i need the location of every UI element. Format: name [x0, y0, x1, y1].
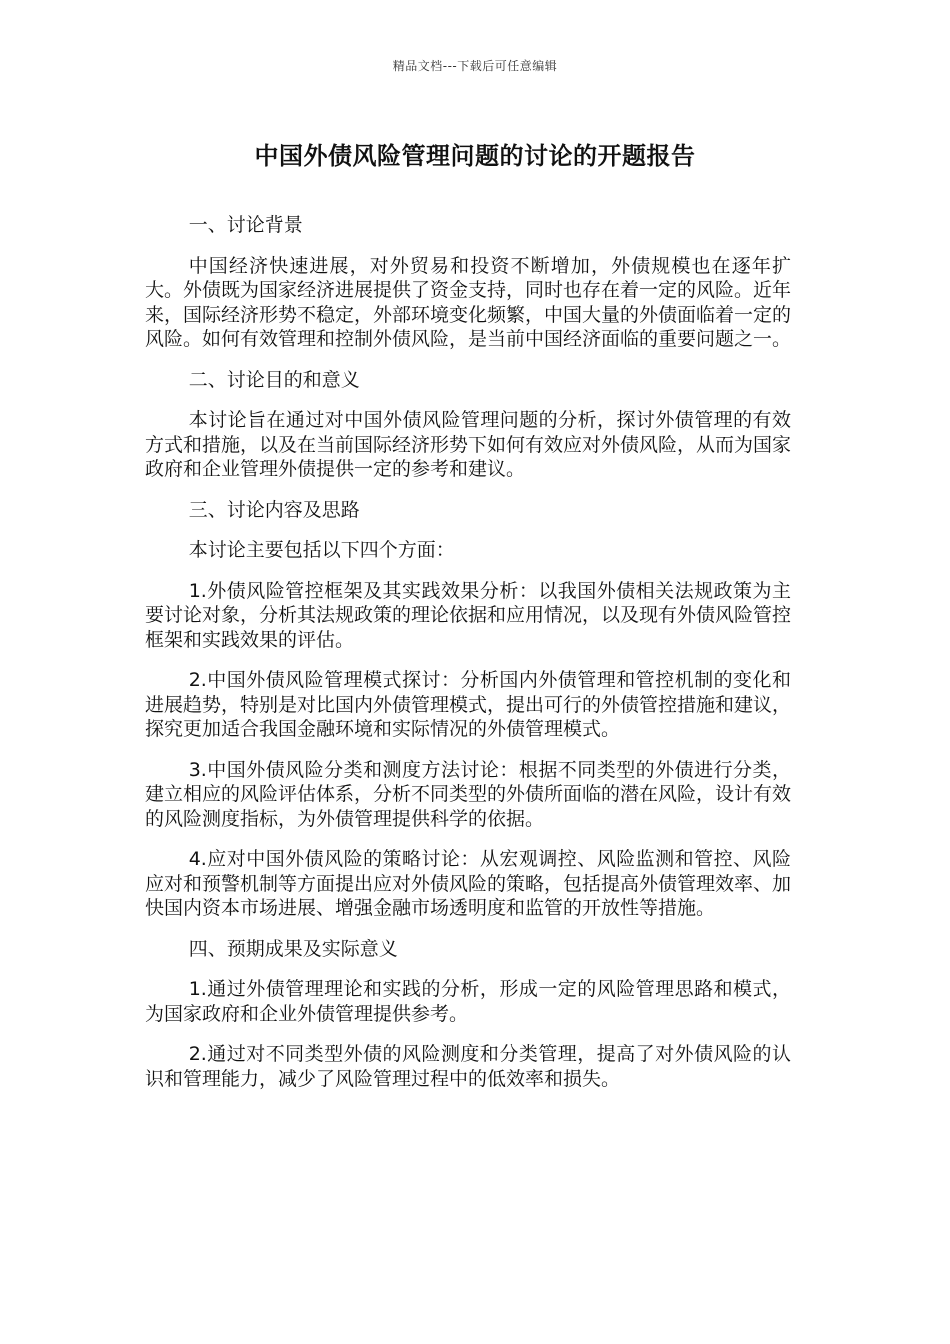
header-note: 精品文档---下载后可任意编辑: [392, 59, 558, 73]
paragraph-content-intro: 本讨论主要包括以下四个方面：: [188, 539, 455, 561]
document-body: [145, 213, 791, 1107]
section-heading-outcomes: 四、预期成果及实际意义: [188, 937, 398, 960]
paragraph-outcome-1: 1.通过外债管理理论和实践的分析，形成一定的风险管理思路和模式，为国家政府和企业外债管理提供参考。: [145, 978, 791, 1025]
paragraph-purpose: 本讨论旨在通过对中国外债风险管理问题的分析，探讨外债管理的有效方式和措施，以及在当前国际经济形势下如何有效应对外债风险，从而为国家政府和企业管理外债提供一定的参考和建议。: [145, 409, 792, 480]
paragraph-content-item-3: 3.中国外债风险分类和测度方法讨论：根据不同类型的外债进行分类，建立相应的风险评估体系，分析不同类型的外债所面临的潜在风险，设计有效的风险测度指标，为外债管理提供科学的依据。: [145, 758, 792, 830]
paragraph-content-item-1: 1.外债风险管控框架及其实践效果分析：以我国外债相关法规政策为主要讨论对象，分析其法规政策的理论依据和应用情况，以及现有外债风险管控框架和实践效果的评估。: [145, 579, 792, 651]
paragraph-outcome-2: 2.通过对不同类型外债的风险测度和分类管理，提高了对外债风险的认识和管理能力，减少了风险管理过程中的低效率和损失。: [145, 1043, 791, 1090]
paragraph-content-item-4: 4.应对中国外债风险的策略讨论：从宏观调控、风险监测和管控、风险应对和预警机制等方面提出应对外债风险的策略，包括提高外债管理效率、加快国内资本市场进展、增强金融市场透明度和监管的开放性等措施。: [145, 848, 792, 919]
document-title: 中国外债风险管理问题的讨论的开题报告: [254, 142, 696, 170]
section-heading-content: 三、讨论内容及思路: [188, 498, 360, 521]
paragraph-background: 中国经济快速进展，对外贸易和投资不断增加，外债规模也在逐年扩大。外债既为国家经济进展提供了资金支持，同时也存在着一定的风险。近年来，国际经济形势不稳定，外部环境变化频繁，中国大量的外债面临着一定的风险。如何有效管理和控制外债风险，是当前中国经济面临的重要问题之一。: [145, 254, 792, 350]
section-heading-background: 一、讨论背景: [188, 214, 303, 236]
paragraph-content-item-2: 2.中国外债风险管理模式探讨：分析国内外债管理和管控机制的变化和进展趋势，特别是对比国内外债管理模式，提出可行的外债管控措施和建议，探究更加适合我国金融环境和实际情况的外债管理模式。: [145, 669, 792, 740]
section-heading-purpose: 二、讨论目的和意义: [188, 368, 360, 391]
